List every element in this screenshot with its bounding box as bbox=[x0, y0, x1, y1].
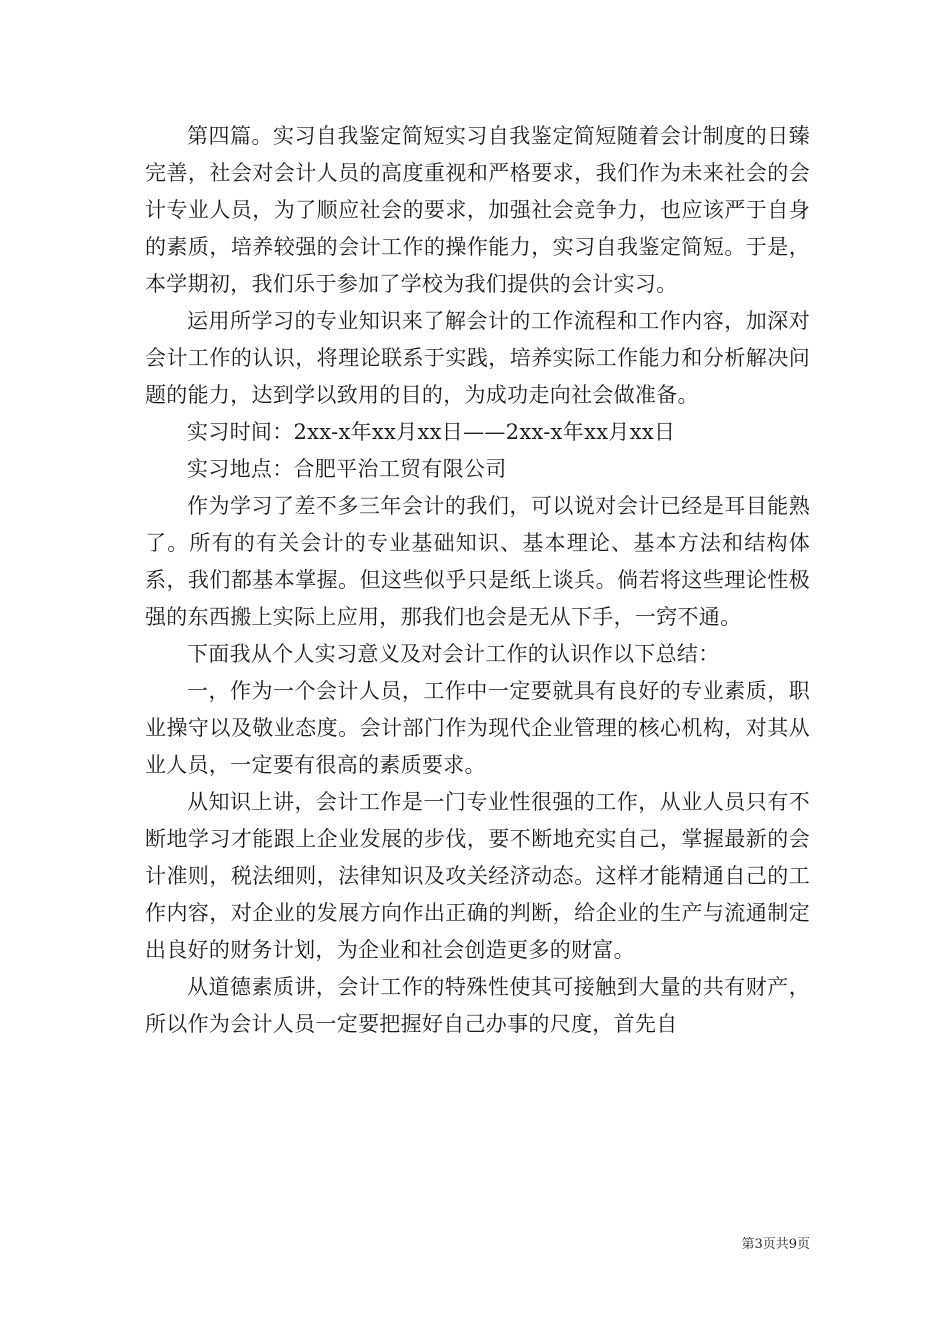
page-number: 第3页共9页 bbox=[741, 1237, 810, 1252]
paragraph-internship-time: 实习时间：2xx-x年xx月xx日——2xx-x年xx月xx日 bbox=[187, 420, 676, 444]
paragraph-knowledge: 从知识上讲，会计工作是一门专业性很强的工作，从业人员只有不断地学习才能跟上企业发展的步伐，要不断地充实自己，掌握最新的会计准则，税法细则，法律知识及攻关经济动态。这样才能精通自己的工作内容，对企业的发展方向作出正确的判断，给企业的生产与流通制定出良好的财务计划，为企业和社会创造更多的财富。 bbox=[145, 790, 810, 962]
paragraph-2: 运用所学习的专业知识来了解会计的工作流程和工作内容，加深对会计工作的认识，将理论联系于实践，培养实际工作能力和分析解决问题的能力，达到学以致用的目的，为成功走向社会做准备。 bbox=[145, 309, 810, 407]
paragraph-1: 第四篇。实习自我鉴定简短实习自我鉴定简短随着会计制度的日臻完善，社会对会计人员的高度重视和严格要求，我们作为未来社会的会计专业人员，为了顺应社会的要求，加强社会竞争力，也应该严于自身的素质，培养较强的会计工作的操作能力，实习自我鉴定简短。于是，本学期初，我们乐于参加了学校为我们提供的会计实习。 bbox=[145, 124, 810, 296]
paragraph-ethics: 从道德素质讲，会计工作的特殊性使其可接触到大量的共有财产，所以作为会计人员一定要把握好自己办事的尺度，首先自 bbox=[145, 975, 810, 1036]
paragraph-point-1: 一，作为一个会计人员，工作中一定要就具有良好的专业素质，职业操守以及敬业态度。会计部门作为现代企业管理的核心机构，对其从业人员，一定要有很高的素质要求。 bbox=[145, 679, 810, 777]
document-body bbox=[145, 118, 810, 1043]
paragraph-3: 作为学习了差不多三年会计的我们，可以说对会计已经是耳目能熟了。所有的有关会计的专业基础知识、基本理论、基本方法和结构体系，我们都基本掌握。但这些似乎只是纸上谈兵。倘若将这些理论性极强的东西搬上实际上应用，那我们也会是无从下手，一窍不通。 bbox=[145, 494, 810, 629]
paragraph-internship-location: 实习地点：合肥平治工贸有限公司 bbox=[187, 457, 507, 481]
paragraph-summary-intro: 下面我从个人实习意义及对会计工作的认识作以下总结： bbox=[187, 642, 720, 666]
